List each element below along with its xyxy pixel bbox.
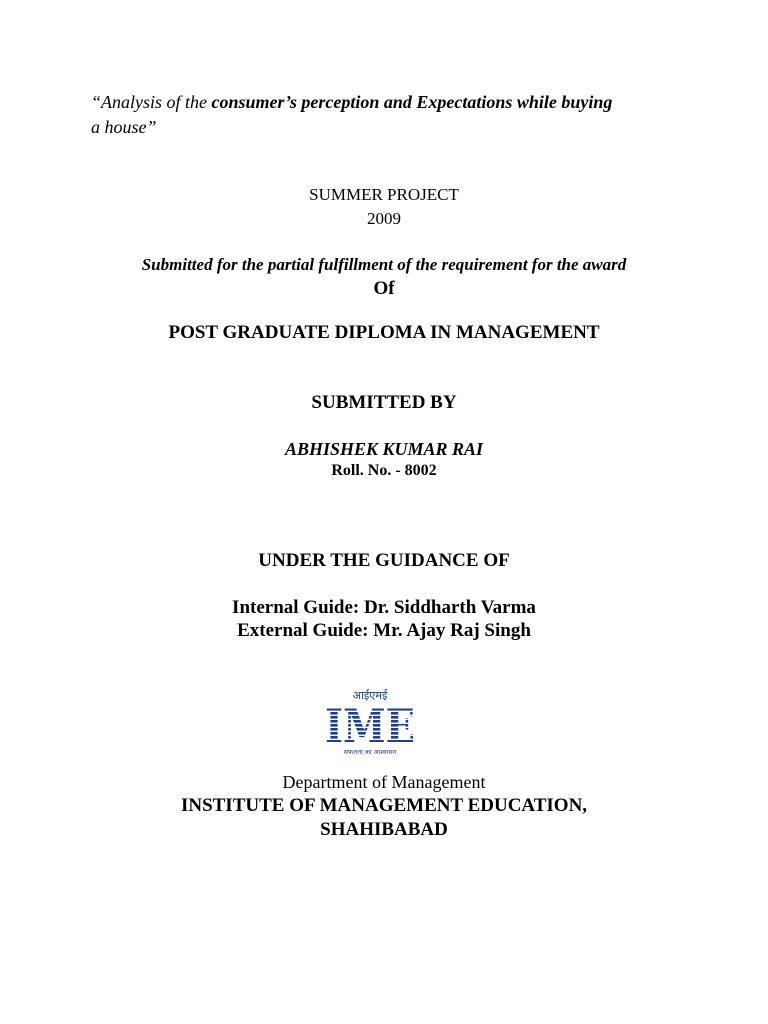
program-name: POST GRADUATE DIPLOMA IN MANAGEMENT: [168, 322, 600, 343]
internal-guide: Internal Guide: Dr. Siddharth Varma: [232, 597, 536, 618]
project-year: 2009: [367, 209, 401, 228]
author-roll-number: Roll. No. - 8002: [331, 462, 437, 479]
author-name: ABHISHEK KUMAR RAI: [284, 439, 484, 459]
project-type: SUMMER PROJECT: [309, 185, 459, 204]
logo-hindi-motto: सफलता का आश्वासन: [343, 748, 397, 756]
project-title-line-1: [91, 92, 612, 113]
submission-of: Of: [373, 278, 395, 299]
ime-logo: [322, 688, 418, 756]
project-title-line-2: a house”: [91, 117, 157, 137]
project-title-lead: “Analysis of the: [91, 92, 212, 112]
guidance-heading: UNDER THE GUIDANCE OF: [258, 550, 510, 571]
external-guide: External Guide: Mr. Ajay Raj Singh: [237, 620, 531, 641]
institute-name: INSTITUTE OF MANAGEMENT EDUCATION,: [180, 795, 588, 816]
logo-hindi-top: आईएमई: [352, 689, 388, 702]
project-title-rest: consumer’s perception and Expectations while buying: [211, 92, 613, 112]
department-name: Department of Management: [282, 772, 486, 792]
submitted-by-heading: SUBMITTED BY: [311, 392, 457, 413]
institute-city: SHAHIBABAD: [320, 819, 448, 840]
logo-letters: IME: [325, 699, 415, 753]
submission-purpose: Submitted for the partial fulfillment of the requirement for the award: [141, 255, 627, 274]
